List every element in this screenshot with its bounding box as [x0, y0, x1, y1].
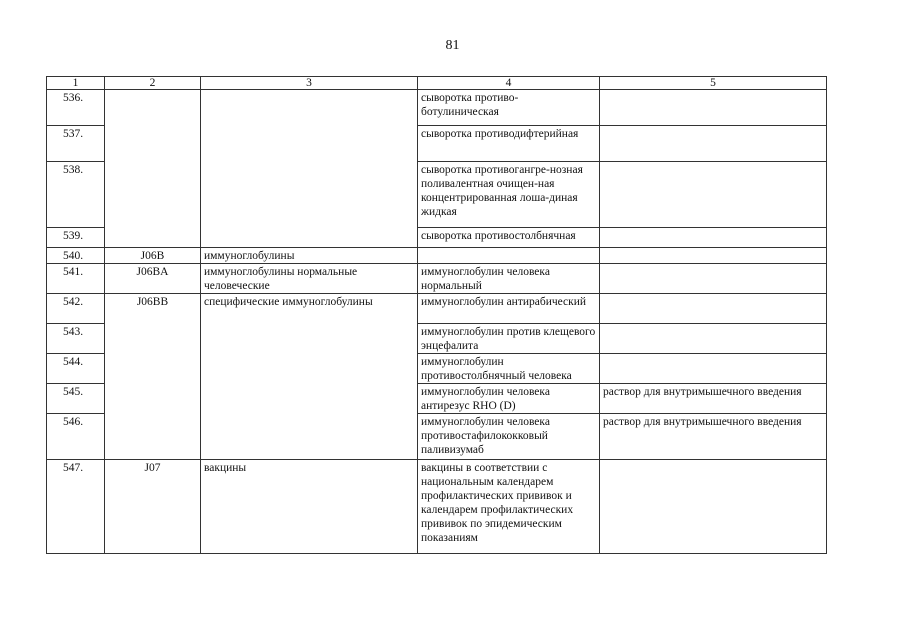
row-number: 545.	[47, 384, 105, 414]
group-name-cell: иммуноглобулины	[201, 248, 418, 264]
table-row	[47, 294, 827, 324]
header-col-2: 2	[105, 77, 201, 90]
dosage-form-cell: раствор для внутримышечного введения	[600, 414, 827, 460]
row-number: 537.	[47, 126, 105, 162]
table-row	[47, 90, 827, 126]
drug-name-cell: сыворотка противо-ботулиническая	[418, 90, 600, 126]
group-name-cell: специфические иммуноглобулины	[201, 294, 418, 460]
atc-code-cell: J06BB	[105, 294, 201, 460]
drug-name-cell: иммуноглобулин человека противостафилококковый паливизумаб	[418, 414, 600, 460]
dosage-form-cell	[600, 460, 827, 554]
drug-name-cell: вакцины в соответствии с национальным календарем профилактических прививок и календарем профилактических прививок по эпидемическим показаниям	[418, 460, 600, 554]
table-row	[47, 460, 827, 554]
group-name-cell: вакцины	[201, 460, 418, 554]
drug-name-cell: иммуноглобулин человека нормальный	[418, 264, 600, 294]
drug-name-cell: иммуноглобулин противостолбнячный человека	[418, 354, 600, 384]
drug-name-cell: сыворотка противостолбнячная	[418, 228, 600, 248]
dosage-form-cell: раствор для внутримышечного введения	[600, 384, 827, 414]
row-number: 540.	[47, 248, 105, 264]
page-number: 81	[445, 38, 460, 53]
table-header	[47, 77, 827, 90]
table-row	[47, 248, 827, 264]
row-number: 543.	[47, 324, 105, 354]
group-name-cell: иммуноглобулины нормальные человеческие	[201, 264, 418, 294]
row-number: 547.	[47, 460, 105, 554]
dosage-form-cell	[600, 264, 827, 294]
row-number: 546.	[47, 414, 105, 460]
atc-code-cell: J07	[105, 460, 201, 554]
row-number: 539.	[47, 228, 105, 248]
row-number: 541.	[47, 264, 105, 294]
drug-name-cell	[418, 248, 600, 264]
dosage-form-cell	[600, 90, 827, 126]
dosage-form-cell	[600, 162, 827, 228]
header-col-3: 3	[201, 77, 418, 90]
table-row	[47, 264, 827, 294]
header-col-1: 1	[47, 77, 105, 90]
group-name-cell	[201, 90, 418, 248]
drug-name-cell: сыворотка противодифтерийная	[418, 126, 600, 162]
dosage-form-cell	[600, 294, 827, 324]
drug-name-cell: иммуноглобулин антирабический	[418, 294, 600, 324]
row-number: 544.	[47, 354, 105, 384]
atc-code-cell	[105, 90, 201, 248]
dosage-form-cell	[600, 126, 827, 162]
header-col-4: 4	[418, 77, 600, 90]
header-col-5: 5	[600, 77, 827, 90]
drug-name-cell: иммуноглобулин против клещевого энцефалита	[418, 324, 600, 354]
drug-name-cell: сыворотка противогангре-нозная поливалентная очищен-ная концентрированная лоша-диная жидкая	[418, 162, 600, 228]
row-number: 542.	[47, 294, 105, 324]
dosage-form-cell	[600, 248, 827, 264]
dosage-form-cell	[600, 324, 827, 354]
drug-name-cell: иммуноглобулин человека антирезус RHO (D)	[418, 384, 600, 414]
row-number: 536.	[47, 90, 105, 126]
atc-code-cell: J06BA	[105, 264, 201, 294]
dosage-form-cell	[600, 354, 827, 384]
atc-code-cell: J06B	[105, 248, 201, 264]
dosage-form-cell	[600, 228, 827, 248]
drug-register-table	[46, 76, 827, 554]
row-number: 538.	[47, 162, 105, 228]
